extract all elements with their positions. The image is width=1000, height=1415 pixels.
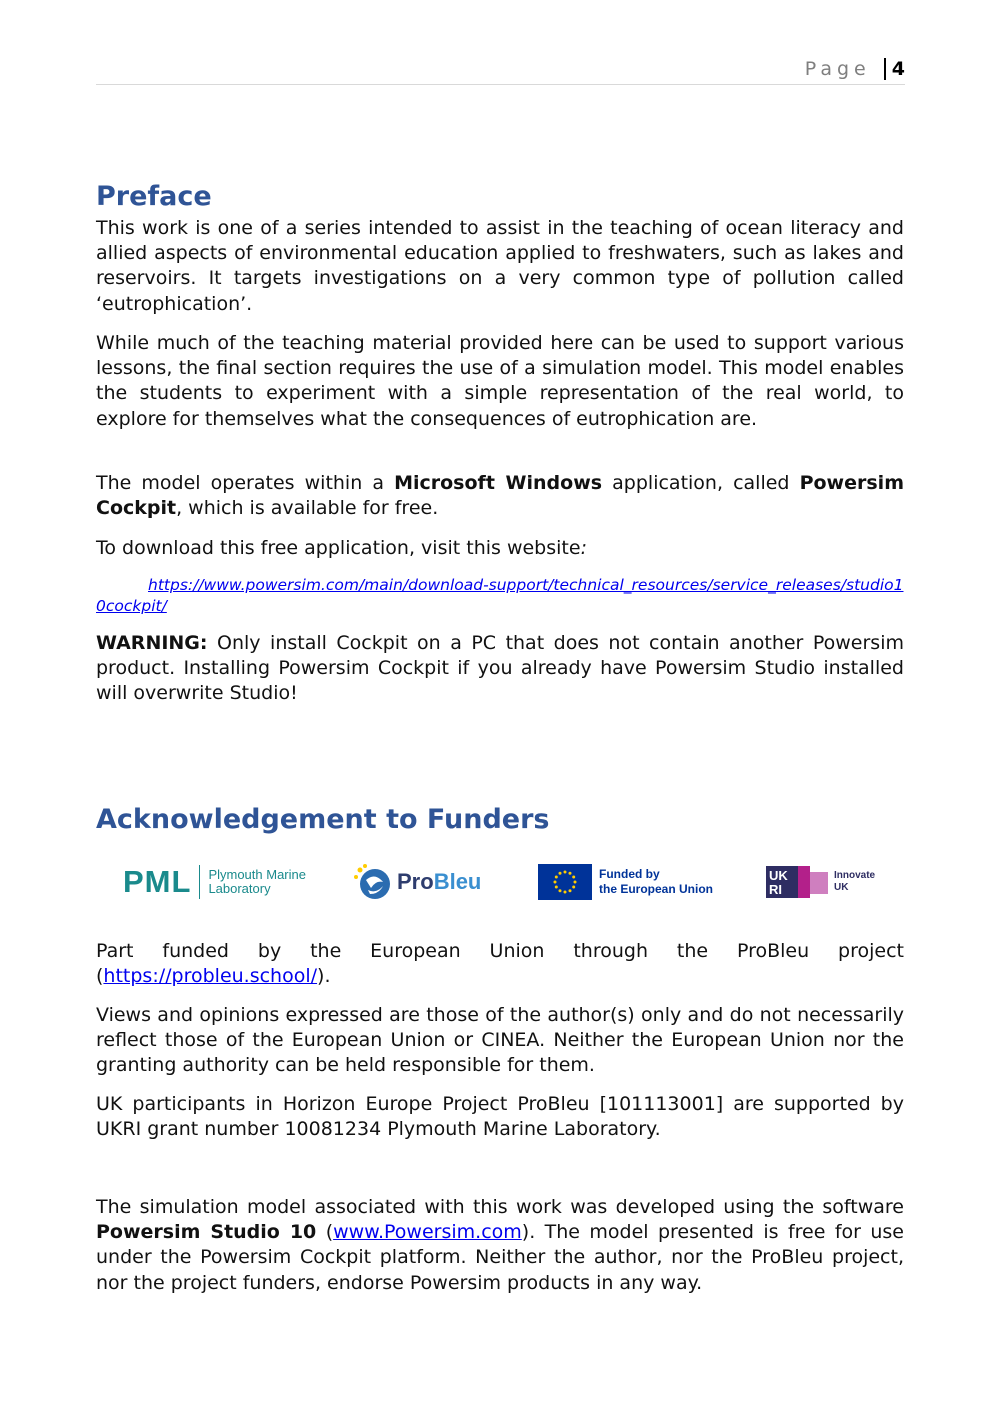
powersim-studio-bold: Powersim Studio 10 [96, 1221, 317, 1244]
warning-paragraph [96, 631, 904, 707]
download-url-link[interactable]: https://www.powersim.com/main/download-support/technical_resources/service_releases/studio10cockpit/ [96, 576, 904, 615]
svg-text:RI: RI [769, 882, 782, 897]
page-header [96, 58, 905, 85]
text-run: application, called [602, 472, 800, 494]
svg-text:UK: UK [769, 868, 788, 883]
preface-paragraph-2: While much of the teaching material provided here can be used to support various lessons, the final section requires the use of a simulation model. This model enables the students to experiment with a simple representation of the real world, to explore for themselves what the consequences of eutrophication are. [96, 332, 904, 430]
ukri-icon [766, 864, 828, 900]
text-run: ). The model presented is free for use under the Powersim Cockpit platform. Neither the author, nor the ProBleu project, nor the project funders, endorse Powersim products in any way. [96, 1221, 904, 1294]
funders-paragraph-2: Views and opinions expressed are those of the author(s) only and do not necessarily reflect those of the European Union or CINEA. Neither the European Union nor the granting authority can be held responsible for them. [96, 1004, 904, 1077]
funders-paragraph-3: UK participants in Horizon Europe Project ProBleu [101113001] are supported by UKRI grant number 10081234 Plymouth Marine Laboratory. [96, 1093, 904, 1141]
probleu-icon [352, 862, 394, 902]
funders-heading: Acknowledgement to Funders [96, 804, 550, 835]
ukri-innovate-logo [766, 858, 875, 906]
eu-text-line-1: Funded by [599, 867, 660, 881]
eu-text-line-2: the European Union [599, 882, 713, 896]
ukri-text-line-1: Innovate [834, 870, 876, 881]
pml-name [208, 868, 306, 896]
microsoft-windows-bold: Microsoft Windows [394, 472, 603, 494]
page-prefix: Page [804, 58, 871, 80]
probleu-logo [352, 858, 481, 906]
probleu-wordmark [397, 869, 481, 895]
funders-paragraph-4 [96, 1195, 904, 1296]
preface-heading: Preface [96, 181, 212, 212]
pml-divider [199, 865, 200, 899]
warning-text: Only install Cockpit on a PC that does not contain another Powersim product. Installing Powersim Cockpit if you already have Powersim Studio installed will overwrite Studio! [96, 632, 904, 705]
text-run: The simulation model associated with this work was developed using the software [96, 1196, 904, 1218]
text-run: , which is available for free. [176, 497, 439, 520]
ukri-text-line-2: UK [834, 882, 849, 893]
text-run: : [580, 537, 587, 559]
warning-label: WARNING: [96, 632, 208, 654]
pml-logo [123, 858, 306, 906]
probleu-word-a: Pro [397, 869, 434, 894]
text-run: ). [317, 965, 331, 988]
text-run: To download this free application, visit this website [96, 537, 581, 559]
eu-text [599, 867, 713, 897]
ukri-text [834, 870, 875, 894]
preface-paragraph-1: This work is one of a series intended to assist in the teaching of ocean literacy and allied aspects of environmental education applied to freshwaters, such as lakes and reservoirs. It targets investigations on a very common type of pollution called ‘eutrophication’. [96, 217, 904, 315]
funder-logos [120, 858, 900, 906]
text-run: Part funded by the European Union through the ProBleu project ( [96, 940, 904, 988]
text-run: ( [316, 1221, 334, 1244]
funders-paragraph-1 [96, 939, 904, 989]
eu-flag-icon [538, 864, 592, 900]
powersim-cockpit-bold: Powersim Cockpit [96, 472, 904, 520]
powersim-link[interactable]: www.Powersim.com [333, 1221, 522, 1244]
download-url-paragraph [96, 575, 904, 617]
page-number: 4 [884, 58, 905, 80]
eu-logo [538, 858, 713, 906]
preface-paragraph-3 [96, 471, 904, 521]
text-run: The model operates within a [96, 472, 395, 494]
probleu-link[interactable]: https://probleu.school/ [103, 965, 318, 988]
page-number-label [805, 58, 905, 80]
pml-abbr: PML [123, 864, 192, 899]
probleu-word-b: Bleu [433, 869, 482, 894]
pml-name-line-2: Laboratory [208, 881, 271, 896]
pml-name-line-1: Plymouth Marine [208, 867, 306, 882]
preface-paragraph-4 [96, 536, 904, 561]
